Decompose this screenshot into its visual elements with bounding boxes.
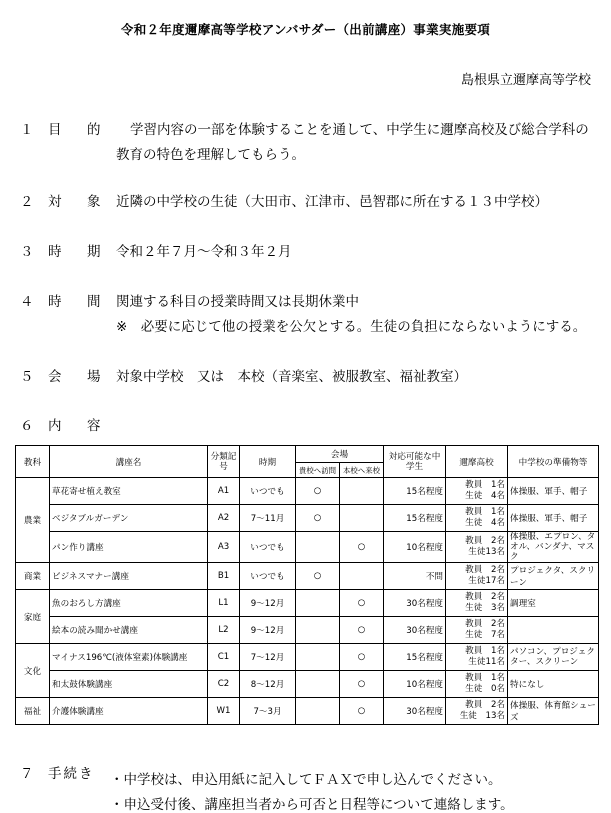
staff-students: 生徒 13名 [459, 711, 506, 721]
course-code: L2 [208, 617, 240, 644]
header-venue: 会場 [296, 446, 384, 463]
capacity: 15名程度 [384, 505, 446, 532]
course-period: いつでも [240, 478, 296, 505]
course-period: 9～12月 [240, 617, 296, 644]
staff-students: 生徒11名 [468, 657, 506, 667]
course-code: L1 [208, 590, 240, 617]
staff-students: 生徒 0名 [465, 684, 506, 694]
venue-ours-mark [340, 563, 384, 590]
header-venue-ours: 本校へ来校 [340, 463, 384, 478]
course-period: 9～12月 [240, 590, 296, 617]
prep: 調理室 [508, 590, 599, 617]
prep [508, 617, 599, 644]
venue-ours-mark: ○ [340, 698, 384, 725]
prep: 特になし [508, 671, 599, 698]
document-title: 令和２年度邇摩高等学校アンバサダー（出前講座）事業実施要項 [120, 22, 491, 37]
venue-ours-mark: ○ [340, 671, 384, 698]
staff [446, 532, 508, 563]
table-row [16, 505, 599, 532]
section-body [116, 290, 611, 340]
section-label: 内 容 [48, 418, 107, 434]
venue-school-mark [296, 532, 340, 563]
course-period: 7～11月 [240, 505, 296, 532]
header-capacity: 対応可能な中学生 [384, 446, 446, 478]
venue-ours-mark: ○ [340, 590, 384, 617]
staff-students: 生徒 4名 [465, 518, 506, 528]
section-label: 時 期 [48, 244, 107, 260]
section-text: 対象中学校 又は 本校（音楽室、被服教室、福祉教室） [116, 369, 467, 385]
header-course: 講座名 [50, 446, 208, 478]
staff-teachers: 教員 2名 [465, 619, 506, 629]
procedure-bullet: ・中学校は、申込用紙に記入してＦＡＸで申し込んでください。 [110, 772, 502, 788]
course-table [15, 445, 599, 725]
staff-students: 生徒 7名 [465, 630, 506, 640]
section-label: 会 場 [48, 369, 107, 385]
capacity: 30名程度 [384, 590, 446, 617]
capacity: 15名程度 [384, 644, 446, 671]
prep: プロジェクタ、スクリーン [508, 563, 599, 590]
procedure-bullet: ・申込受付後、講座担当者から可否と日程等について連絡します。 [110, 797, 514, 813]
category-cell: 文化 [16, 644, 50, 698]
course-name: パン作り講座 [50, 532, 208, 563]
staff-students: 生徒 3名 [465, 603, 506, 613]
capacity: 30名程度 [384, 617, 446, 644]
course-code: B1 [208, 563, 240, 590]
venue-ours-mark: ○ [340, 617, 384, 644]
section-body [116, 118, 611, 168]
staff-teachers: 教員 2名 [465, 536, 506, 546]
venue-ours-mark: ○ [340, 644, 384, 671]
section-number: ３ [20, 244, 34, 260]
venue-school-mark: ○ [296, 563, 340, 590]
course-code: C1 [208, 644, 240, 671]
staff-students: 生徒13名 [468, 547, 506, 557]
section-text: 教育の特色を理解してもらう。 [116, 147, 305, 163]
capacity: 10名程度 [384, 532, 446, 563]
section-label: 対 象 [48, 194, 107, 210]
course-code: C2 [208, 671, 240, 698]
section-number: ７ [20, 766, 34, 782]
section-text: 関連する科目の授業時間又は長期休業中 [116, 294, 359, 310]
section-label: 手続き [48, 766, 95, 782]
table-row [16, 563, 599, 590]
table-row [16, 478, 599, 505]
table-row [16, 590, 599, 617]
table-row [16, 671, 599, 698]
header-category: 教科 [16, 446, 50, 478]
section-text: ※ 必要に応じて他の授業を公欠とする。生徒の負担にならないようにする。 [116, 319, 587, 335]
header-staff: 邇摩高校 [446, 446, 508, 478]
section-label: 時 間 [48, 294, 107, 310]
venue-school-mark [296, 644, 340, 671]
staff [446, 590, 508, 617]
category-cell: 商業 [16, 563, 50, 590]
venue-school-mark: ○ [296, 505, 340, 532]
course-code: A3 [208, 532, 240, 563]
staff-teachers: 教員 2名 [465, 565, 506, 575]
staff-teachers: 教員 1名 [465, 507, 506, 517]
capacity: 30名程度 [384, 698, 446, 725]
venue-school-mark [296, 617, 340, 644]
school-name: 島根県立邇摩高等学校 [460, 73, 591, 88]
capacity: 不問 [384, 563, 446, 590]
prep: パソコン、プロジェクター、スクリーン [508, 644, 599, 671]
staff [446, 478, 508, 505]
course-name: 介護体験講座 [50, 698, 208, 725]
capacity: 15名程度 [384, 478, 446, 505]
section-number: ５ [20, 369, 34, 385]
course-period: 7～3月 [240, 698, 296, 725]
venue-ours-mark: ○ [340, 532, 384, 563]
venue-school-mark: ○ [296, 478, 340, 505]
course-name: 草花寄せ植え教室 [50, 478, 208, 505]
course-period: 8～12月 [240, 671, 296, 698]
header-code: 分類記号 [208, 446, 240, 478]
table-row [16, 532, 599, 563]
prep: 体操服、軍手、帽子 [508, 505, 599, 532]
staff-teachers: 教員 1名 [465, 673, 506, 683]
category-cell: 家庭 [16, 590, 50, 644]
section-text: 令和２年７月～令和３年２月 [116, 244, 292, 260]
prep: 体操服、体育館シューズ [508, 698, 599, 725]
course-code: A2 [208, 505, 240, 532]
section-text: 学習内容の一部を体験することを通して、中学生に邇摩高校及び総合学科の [130, 122, 589, 138]
venue-ours-mark [340, 505, 384, 532]
staff [446, 563, 508, 590]
category-cell: 福祉 [16, 698, 50, 725]
header-period: 時期 [240, 446, 296, 478]
course-period: いつでも [240, 532, 296, 563]
course-code: A1 [208, 478, 240, 505]
course-code: W1 [208, 698, 240, 725]
course-name: 絵本の読み聞かせ講座 [50, 617, 208, 644]
staff-students: 生徒 4名 [465, 491, 506, 501]
header-prep: 中学校の準備物等 [508, 446, 599, 478]
staff-teachers: 教員 2名 [465, 700, 506, 710]
section-number: ２ [20, 194, 34, 210]
course-period: 7～12月 [240, 644, 296, 671]
table-row [16, 644, 599, 671]
capacity: 10名程度 [384, 671, 446, 698]
staff [446, 698, 508, 725]
table-row [16, 698, 599, 725]
header-venue-school: 貴校へ訪問 [296, 463, 340, 478]
course-period: いつでも [240, 563, 296, 590]
prep: 体操服、エプロン、タオル、バンダナ、マスク [508, 532, 599, 563]
section-number: １ [20, 122, 34, 138]
staff-teachers: 教員 2名 [465, 592, 506, 602]
venue-school-mark [296, 698, 340, 725]
staff-teachers: 教員 1名 [465, 480, 506, 490]
course-name: ベジタブルガーデン [50, 505, 208, 532]
course-name: 魚のおろし方講座 [50, 590, 208, 617]
venue-school-mark [296, 671, 340, 698]
staff [446, 671, 508, 698]
staff [446, 644, 508, 671]
category-cell: 農業 [16, 478, 50, 563]
section-number: ６ [20, 418, 34, 434]
section-text: 近隣の中学校の生徒（大田市、江津市、邑智郡に所在する１３中学校） [116, 194, 548, 210]
venue-ours-mark [340, 478, 384, 505]
prep: 体操服、軍手、帽子 [508, 478, 599, 505]
section-label: 目 的 [48, 122, 107, 138]
course-name: ビジネスマナー講座 [50, 563, 208, 590]
staff [446, 617, 508, 644]
staff-students: 生徒17名 [468, 576, 506, 586]
course-name: 和太鼓体験講座 [50, 671, 208, 698]
staff [446, 505, 508, 532]
staff-teachers: 教員 1名 [465, 646, 506, 656]
section-number: ４ [20, 294, 34, 310]
course-name: マイナス196℃(液体窒素)体験講座 [50, 644, 208, 671]
table-row [16, 617, 599, 644]
venue-school-mark [296, 590, 340, 617]
